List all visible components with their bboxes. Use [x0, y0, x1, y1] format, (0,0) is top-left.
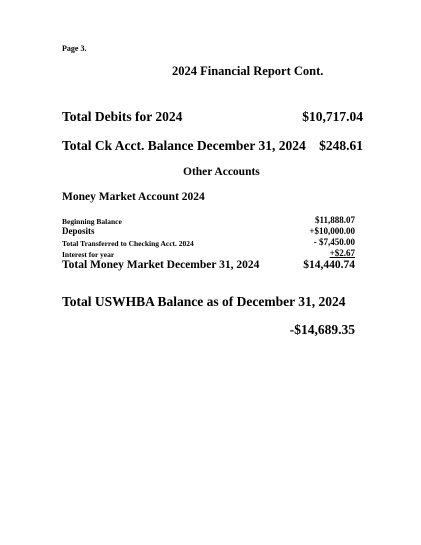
other-accounts-heading: Other Accounts	[183, 166, 260, 178]
mm-row-label: Deposits	[62, 226, 95, 236]
ck-balance-label: Total Ck Acct. Balance December 31, 2024	[62, 138, 306, 153]
mm-row-value: +$10,000.00	[309, 226, 355, 236]
money-market-heading: Money Market Account 2024	[62, 191, 205, 203]
mm-total-value: $14,440.74	[303, 259, 355, 271]
mm-row-value: - $7,450.00	[313, 237, 355, 247]
mm-row-value: $11,888.07	[314, 215, 355, 225]
mm-row-value: +$2.67	[329, 248, 355, 258]
ck-balance-value: $248.61	[319, 138, 363, 153]
uswhba-total-value: -$14,689.35	[289, 322, 355, 337]
report-title: 2024 Financial Report Cont.	[172, 64, 324, 78]
total-debits-value: $10,717.04	[302, 109, 363, 124]
uswhba-total-label: Total USWHBA Balance as of December 31, 2024	[62, 294, 346, 309]
total-debits-label: Total Debits for 2024	[62, 109, 183, 124]
mm-row-label: Total Transferred to Checking Acct. 2024	[62, 239, 194, 248]
page-label: Page 3.	[62, 44, 87, 53]
mm-row-label: Interest for year	[62, 250, 115, 259]
mm-total-label: Total Money Market December 31, 2024	[62, 259, 260, 271]
mm-row-label: Beginning Balance	[62, 217, 122, 226]
